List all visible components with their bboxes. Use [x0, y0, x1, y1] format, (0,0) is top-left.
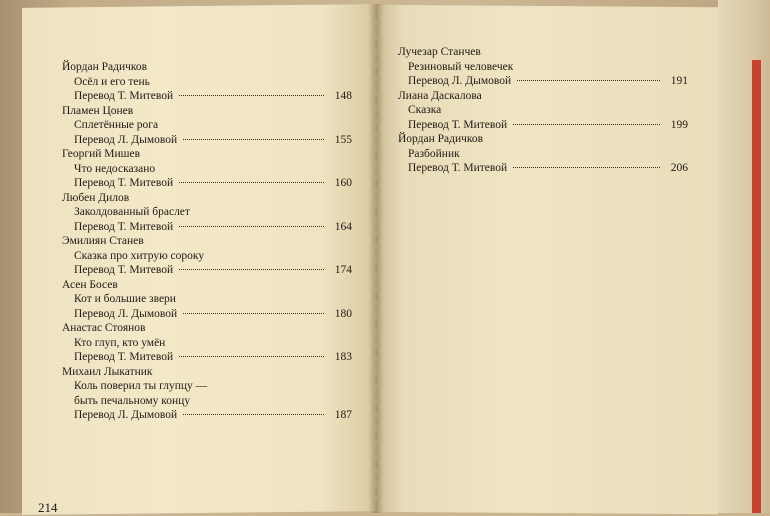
toc-credit: Перевод Т. Митевой — [408, 162, 508, 174]
toc-entry — [398, 89, 688, 133]
toc-entry — [62, 365, 352, 423]
toc-page-number: 164 — [334, 220, 352, 233]
toc-credit-line — [62, 133, 352, 148]
toc-author: Любен Дилов — [62, 191, 130, 204]
toc-title: Сказка про хитрую сороку — [74, 249, 205, 262]
toc-credit-line — [62, 408, 352, 423]
toc-title: Сплетённые рога — [74, 119, 159, 131]
toc-entry — [62, 321, 352, 365]
toc-title: Что недосказано — [74, 162, 156, 175]
dot-leader — [179, 94, 324, 96]
toc-title: Кто глуп, кто умён — [74, 336, 166, 349]
toc-credit: Перевод Т. Митевой — [74, 90, 174, 102]
dot-leader — [179, 181, 324, 183]
toc-author: Йордан Радичков — [62, 61, 148, 73]
toc-title: Разбойник — [408, 147, 460, 160]
toc-entry — [62, 191, 352, 235]
toc-page-number: 199 — [670, 118, 688, 131]
toc-author: Пламен Цонев — [62, 104, 134, 117]
toc-author: Анастас Стоянов — [62, 322, 146, 334]
toc-credit-line — [398, 161, 688, 176]
toc-credit: Перевод Л. Дымовой — [74, 133, 178, 146]
dot-leader — [183, 413, 324, 415]
toc-credit-line — [398, 74, 688, 89]
toc-credit: Перевод Т. Митевой — [408, 118, 508, 131]
toc-author: Йордан Радичков — [398, 133, 484, 145]
dot-leader — [517, 79, 660, 81]
dot-leader — [183, 138, 324, 140]
toc-credit-line — [62, 307, 352, 322]
right-page-contents — [398, 45, 688, 176]
dot-leader — [179, 355, 324, 357]
dot-leader — [513, 123, 660, 125]
toc-page-number: 206 — [670, 162, 688, 174]
toc-credit: Перевод Т. Митевой — [74, 177, 174, 189]
toc-title: Коль поверил ты глупцу — — [74, 380, 208, 392]
toc-credit-line — [62, 176, 352, 191]
toc-author: Георгий Мишев — [62, 148, 141, 160]
toc-credit: Перевод Л. Дымовой — [74, 409, 178, 421]
toc-entry — [62, 234, 352, 278]
toc-page-number: 183 — [334, 351, 352, 363]
toc-entry — [62, 60, 352, 104]
toc-page-number: 174 — [334, 264, 352, 276]
toc-page-number: 148 — [334, 90, 352, 102]
dot-leader — [513, 166, 660, 168]
toc-title: быть печальному концу — [74, 394, 191, 407]
toc-title: Резиновый человечек — [408, 60, 514, 73]
toc-page-number: 191 — [670, 75, 688, 87]
toc-entry — [62, 104, 352, 148]
toc-title: Сказка — [408, 104, 442, 116]
toc-entry — [62, 147, 352, 191]
toc-credit-line — [398, 118, 688, 133]
toc-author: Михаил Лыкатник — [62, 365, 153, 378]
toc-page-number: 180 — [334, 307, 352, 320]
toc-title: Осёл и его тень — [74, 75, 150, 88]
toc-page-number: 187 — [334, 409, 352, 421]
dot-leader — [179, 268, 324, 270]
binding-stitch — [375, 20, 377, 500]
left-page-contents — [62, 60, 352, 423]
toc-title: Кот и большие звери — [74, 293, 176, 305]
red-cover-edge — [752, 60, 761, 513]
page-folio: 214 — [38, 500, 58, 515]
toc-credit: Перевод Т. Митевой — [74, 351, 174, 363]
toc-credit-line — [62, 89, 352, 104]
page-block-edge — [718, 0, 770, 513]
toc-entry — [62, 278, 352, 322]
toc-entry — [398, 132, 688, 176]
toc-credit: Перевод Т. Митевой — [74, 264, 174, 276]
toc-page-number: 155 — [334, 133, 352, 146]
toc-entry — [398, 45, 688, 89]
toc-credit-line — [62, 263, 352, 278]
toc-credit-line — [62, 350, 352, 365]
toc-credit: Перевод Л. Дымовой — [74, 307, 178, 320]
toc-credit: Перевод Т. Митевой — [74, 220, 174, 233]
toc-author: Лиана Даскалова — [398, 89, 482, 102]
dot-leader — [183, 312, 324, 314]
toc-credit: Перевод Л. Дымовой — [408, 75, 512, 87]
toc-author: Эмилиян Станев — [62, 235, 144, 247]
toc-title: Заколдованный браслет — [74, 206, 190, 218]
toc-author: Асен Босев — [62, 278, 118, 291]
toc-page-number: 160 — [334, 177, 352, 189]
toc-author: Лучезар Станчев — [398, 46, 481, 58]
dot-leader — [179, 225, 324, 227]
toc-credit-line — [62, 220, 352, 235]
